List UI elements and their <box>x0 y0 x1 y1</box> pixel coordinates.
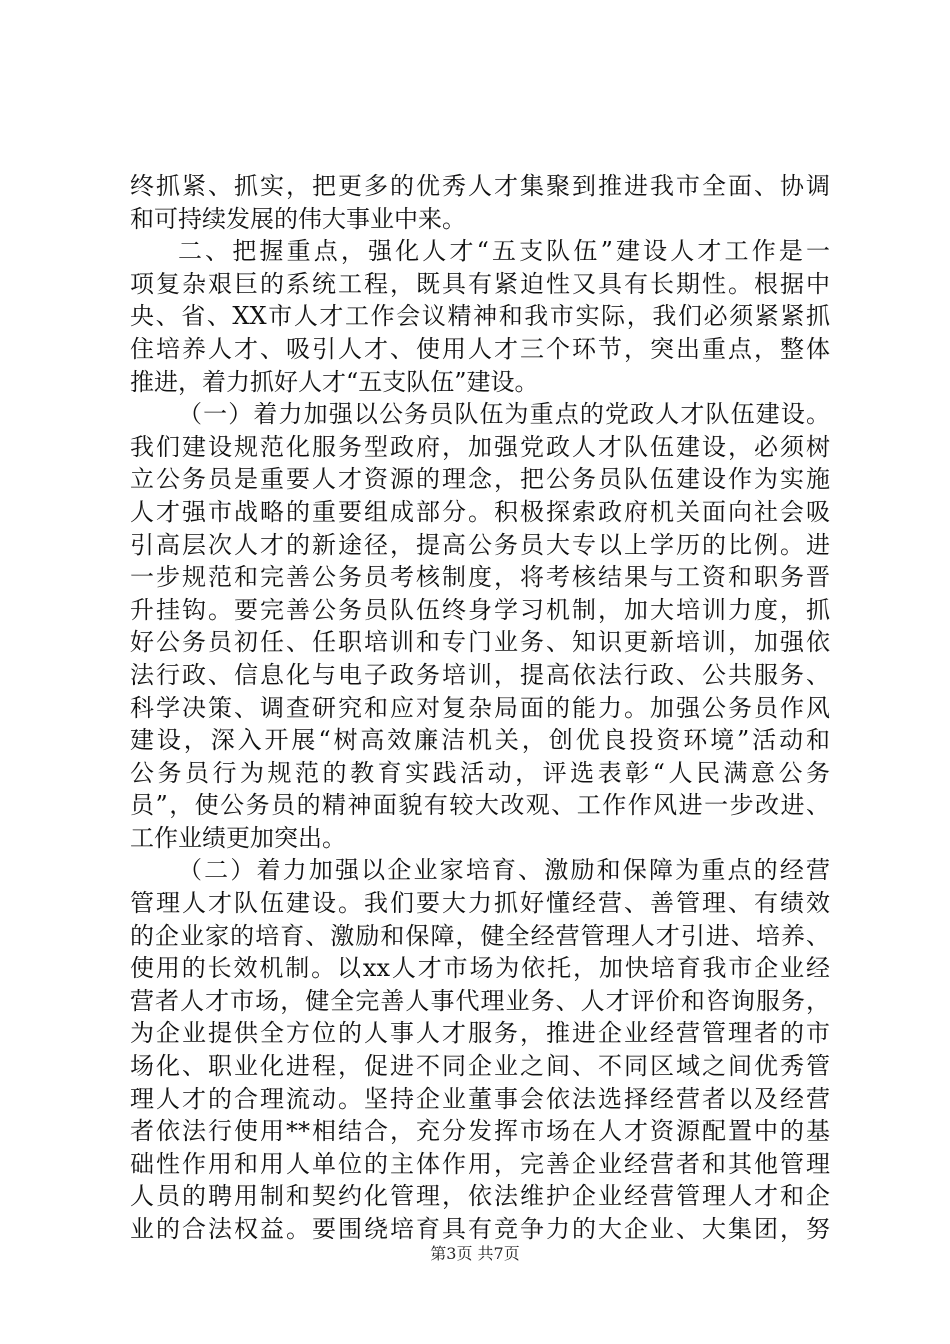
text-line: 公务员行为规范的教育实践活动，评选表彰“人民满意公务 <box>130 758 830 787</box>
text-line: 立公务员是重要人才资源的理念，把公务员队伍建设作为实施 <box>130 465 830 494</box>
text-line: 场化、职业化进程，促进不同企业之间、不同区域之间优秀管 <box>130 1052 830 1081</box>
text-line: 升挂钩。要完善公务员队伍终身学习机制，加大培训力度，抓 <box>130 595 830 624</box>
text-line: 和可持续发展的伟大事业中来。 <box>130 204 466 233</box>
text-line: 人员的聘用制和契约化管理，依法维护企业经营管理人才和企 <box>130 1182 830 1211</box>
text-line: 住培养人才、吸引人才、使用人才三个环节，突出重点，整体 <box>130 334 830 363</box>
text-line: 推进，着力抓好人才“五支队伍”建设。 <box>130 367 539 396</box>
text-line: 营者人才市场，健全完善人事代理业务、人才评价和咨询服务， <box>130 986 830 1015</box>
text-line: 础性作用和用人单位的主体作用，完善企业经营者和其他管理 <box>130 1149 830 1178</box>
text-line: 项复杂艰巨的系统工程，既具有紧迫性又具有长期性。根据中 <box>130 269 830 298</box>
text-line: 建设，深入开展“树高效廉洁机关，创优良投资环境”活动和 <box>130 726 830 755</box>
text-line: 管理人才队伍建设。我们要大力抓好懂经营、善管理、有绩效 <box>130 889 830 918</box>
text-line: 的企业家的培育、激励和保障，健全经营管理人才引进、培养、 <box>130 921 830 950</box>
text-line: 员”，使公务员的精神面貌有较大改观、工作作风进一步改进、 <box>130 791 830 820</box>
text-line: 法行政、信息化与电子政务培训，提高依法行政、公共服务、 <box>130 660 830 689</box>
body-text <box>130 170 830 1246</box>
text-line: 央、省、XX市人才工作会议精神和我市实际，我们必须紧紧抓 <box>130 302 830 331</box>
text-line: 人才强市战略的重要组成部分。积极探索政府机关面向社会吸 <box>130 497 830 526</box>
text-line: 二、把握重点，强化人才“五支队伍”建设人才工作是一 <box>178 237 830 266</box>
text-line: 工作业绩更加突出。 <box>130 823 346 852</box>
text-line: 者依法行使用**相结合，充分发挥市场在人才资源配置中的基 <box>130 1117 830 1146</box>
text-line: 为企业提供全方位的人事人才服务，推进企业经营管理者的市 <box>130 1019 830 1048</box>
text-line: 引高层次人才的新途径，提高公务员大专以上学历的比例。进 <box>130 530 830 559</box>
text-line: 使用的长效机制。以xx人才市场为依托，加快培育我市企业经 <box>130 954 830 983</box>
text-line: 我们建设规范化服务型政府，加强党政人才队伍建设，必须树 <box>130 432 830 461</box>
text-line: 好公务员初任、任职培训和专门业务、知识更新培训，加强依 <box>130 628 830 657</box>
text-line: 一步规范和完善公务员考核制度，将考核结果与工资和职务晋 <box>130 563 830 592</box>
text-line: 业的合法权益。要围绕培育具有竞争力的大企业、大集团，努 <box>130 1215 830 1243</box>
text-line: 科学决策、调查研究和应对复杂局面的能力。加强公务员作风 <box>130 693 830 722</box>
text-line: 终抓紧、抓实，把更多的优秀人才集聚到推进我市全面、协调 <box>130 172 830 200</box>
text-line: 理人才的合理流动。坚持企业董事会依法选择经营者以及经营 <box>130 1084 830 1113</box>
text-line: （二）着力加强以企业家培育、激励和保障为重点的经营 <box>178 856 830 885</box>
text-line: （一）着力加强以公务员队伍为重点的党政人才队伍建设。 <box>178 400 830 429</box>
page-footer: 第3页 共7页 <box>430 1244 520 1263</box>
